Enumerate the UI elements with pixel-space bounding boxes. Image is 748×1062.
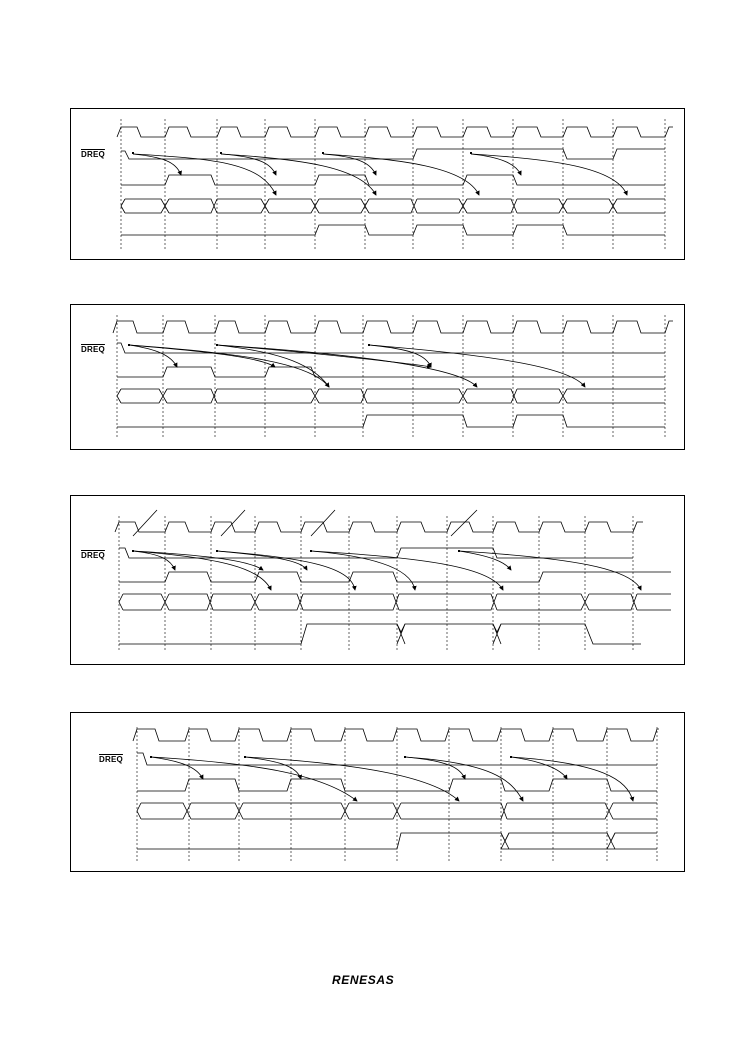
dreq-signal-label: DREQ [81,150,105,159]
timing-waveforms [71,496,686,666]
dreq-signal-label: DREQ [81,345,105,354]
dreq-signal-label: DREQ [81,551,105,560]
renesas-logo [332,973,424,991]
timing-waveforms [71,713,686,873]
dreq-signal-label: DREQ [99,755,123,764]
timing-waveforms [71,109,686,261]
timing-diagram-4 [70,712,685,872]
timing-waveforms [71,305,686,451]
timing-diagram-3 [70,495,685,665]
timing-diagram-2 [70,304,685,450]
timing-diagram-1 [70,108,685,260]
renesas-logo-text: RENESAS [332,973,395,987]
